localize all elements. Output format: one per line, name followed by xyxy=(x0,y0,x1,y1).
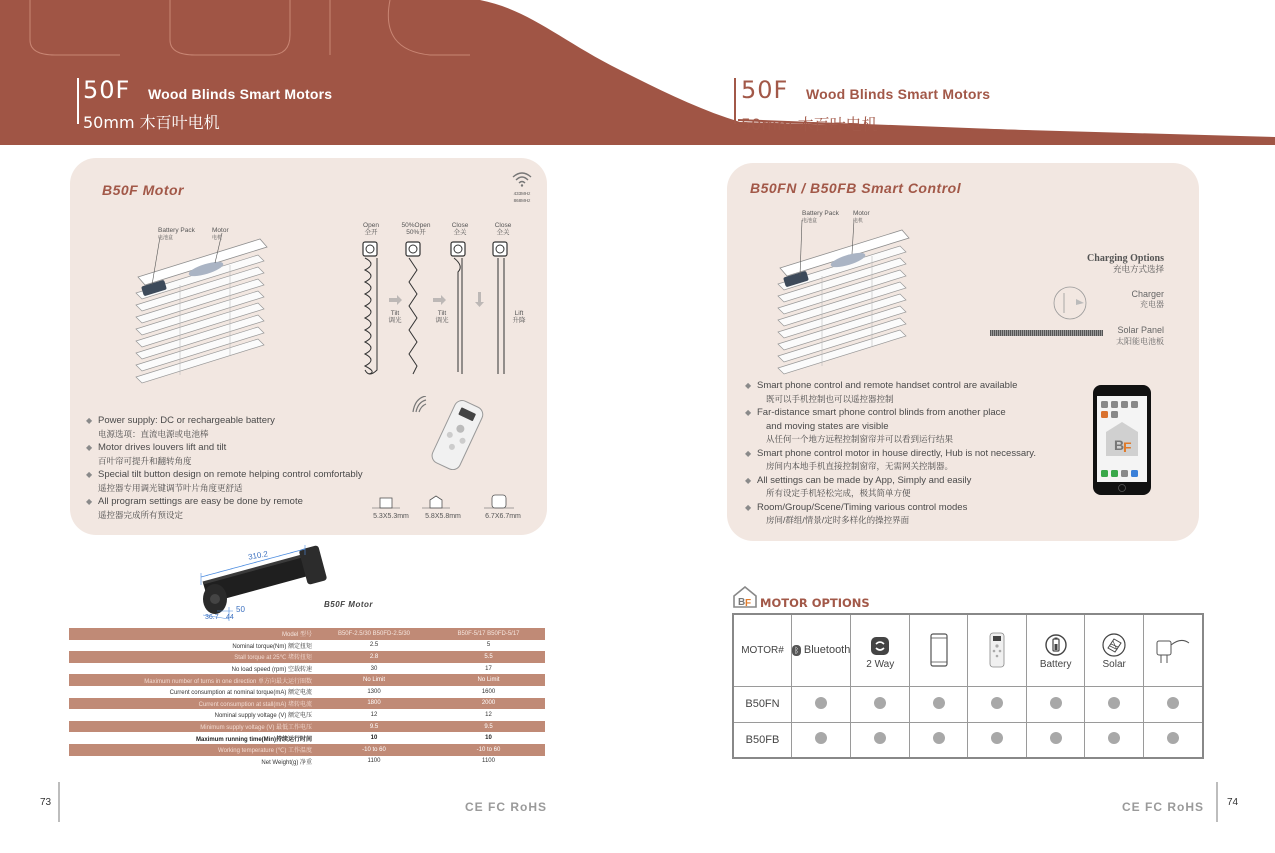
series-title-left: Wood Blinds Smart Motors xyxy=(148,86,333,102)
state-label-close-tilt: Close 全关 xyxy=(451,222,469,236)
spec-label: Net Weight(g) 净重 xyxy=(69,756,316,768)
spec-value: 10 xyxy=(316,732,432,744)
spec-label: Working temperature (℃) 工作温度 xyxy=(69,744,316,756)
smart-control-feature-list xyxy=(745,379,1090,528)
spec-value: 1100 xyxy=(432,756,545,768)
feature-item-cn: 所有设定手机轻松完成，极其简单方便 xyxy=(766,488,911,498)
available-dot xyxy=(1050,732,1062,744)
spec-label: Nominal supply voltage (V) 额定电压 xyxy=(69,709,316,721)
available-dot xyxy=(815,732,827,744)
spec-value: 10 xyxy=(432,732,545,744)
header-divider-right xyxy=(734,78,736,124)
bf-logo-icon xyxy=(732,586,758,608)
spec-label: No load speed (rpm) 空载转速 xyxy=(69,663,316,675)
shaft-sizes-diagram xyxy=(370,492,530,514)
spec-value: 30 xyxy=(316,663,432,675)
motor-caption: B50F Motor xyxy=(324,600,373,609)
charger-label-cn: 充电器 xyxy=(1140,300,1164,309)
options-header-plug xyxy=(1143,614,1203,686)
motor-options-table xyxy=(732,613,1204,759)
options-header-2way: 2 Way xyxy=(851,614,909,686)
options-cell xyxy=(1026,686,1084,722)
options-cell xyxy=(851,722,909,758)
svg-text:F: F xyxy=(745,598,752,608)
bluetooth-icon: ᛒ xyxy=(792,645,801,656)
spec-label: Current consumption at stall(mA) 堵转电流 xyxy=(69,698,316,710)
footer-divider-left xyxy=(58,782,60,822)
page-number-left: 73 xyxy=(40,797,52,808)
remote-icon xyxy=(989,632,1005,668)
series-title-right: Wood Blinds Smart Motors xyxy=(806,86,991,102)
spec-value: 1300 xyxy=(316,686,432,698)
motor-label-right: Motor 电机 xyxy=(853,210,870,224)
solar-panel-label: Solar Panel xyxy=(1117,325,1164,335)
spec-value: 9.5 xyxy=(316,721,432,733)
available-dot xyxy=(1108,732,1120,744)
blinds-diagram-right xyxy=(772,218,917,378)
remote-control-image xyxy=(412,396,492,470)
options-cell xyxy=(968,686,1026,722)
motor-length-dim: 310.2 xyxy=(247,549,269,562)
spec-row xyxy=(69,640,545,652)
motor-label-left: Motor 电机 xyxy=(212,227,229,241)
motor-options-title: MOTOR OPTIONS xyxy=(760,596,870,610)
motor-dim-44: 44 xyxy=(226,614,234,621)
spec-header-model: Model 型号 xyxy=(69,628,316,640)
options-header-solar: Solar xyxy=(1085,614,1143,686)
svg-text:F: F xyxy=(1123,439,1132,455)
options-header-bluetooth: ᛒ Bluetooth xyxy=(791,614,851,686)
feature-item-cn: 遥控器完成所有预设定 xyxy=(98,509,184,520)
available-dot xyxy=(1108,697,1120,709)
spec-value: 12 xyxy=(316,709,432,721)
series-mark-right: 50F xyxy=(741,76,789,104)
options-row xyxy=(733,686,1203,722)
spec-label: Maximum running time(Min)持续运行时间 xyxy=(69,732,316,744)
cert-marks-right: CE FC RoHS xyxy=(1122,800,1204,814)
available-dot xyxy=(874,697,886,709)
spec-label: Stall torque at 25℃ 堵转扭矩 xyxy=(69,651,316,663)
battery-pack-label-left: Battery Pack 电池盒 xyxy=(158,227,195,241)
options-cell xyxy=(1143,686,1203,722)
feature-item: ◆ Room/Group/Scene/Timing various control modes xyxy=(745,501,968,513)
state-label-open: Open 全开 xyxy=(363,222,379,236)
series-cn-right: 50mm 木百叶电机 xyxy=(741,115,878,134)
options-cell xyxy=(909,722,967,758)
b50f-card-title: B50F Motor xyxy=(102,182,184,198)
spec-value: 9.5 xyxy=(432,721,545,733)
svg-text:B: B xyxy=(738,597,746,608)
svg-text:B: B xyxy=(1114,437,1125,453)
motor-dim-36: 36.7 xyxy=(205,614,219,621)
feature-item-cn: 从任何一个地方远程控制窗帘并可以看到运行结果 xyxy=(766,434,954,444)
feature-item-cont: and moving states are visible xyxy=(766,420,889,432)
options-header-row xyxy=(733,614,1203,686)
available-dot xyxy=(933,732,945,744)
spec-value: 1600 xyxy=(432,686,545,698)
smartphone-app-image xyxy=(1092,384,1152,496)
spec-label: Maximum number of turns in one direction 单方向最大运行圈数 xyxy=(69,674,316,686)
spec-value: No Limit xyxy=(316,674,432,686)
charger-label: Charger xyxy=(1131,289,1164,299)
feature-item: ◆ All program settings are easy be done by remote xyxy=(86,496,303,507)
feature-item-cn: 百叶帘可提升和翻转角度 xyxy=(98,455,192,466)
spec-row xyxy=(69,744,545,756)
footer-divider-right xyxy=(1216,782,1218,822)
solar-panel-image xyxy=(990,330,1103,336)
available-dot xyxy=(1167,732,1179,744)
available-dot xyxy=(874,732,886,744)
options-header-motor: MOTOR# xyxy=(733,614,791,686)
spec-row xyxy=(69,663,545,675)
available-dot xyxy=(815,697,827,709)
spec-label: Nominal torque(Nm) 额定扭矩 xyxy=(69,640,316,652)
charging-options-title: Charging Options xyxy=(1087,253,1164,264)
available-dot xyxy=(1050,697,1062,709)
options-cell xyxy=(791,722,851,758)
wireless-icon xyxy=(511,171,533,187)
options-cell xyxy=(791,686,851,722)
options-cell xyxy=(1085,722,1143,758)
feature-item: ◆ Special tilt button design on remote helping control comfortably xyxy=(86,469,363,480)
spec-header-col2: B50F-5/17 B50FD-5/17 xyxy=(432,628,545,640)
available-dot xyxy=(991,697,1003,709)
state-label-close-lift: Close 全关 xyxy=(494,222,512,236)
smart-control-card-title: B50FN / B50FB Smart Control xyxy=(750,180,962,196)
options-header-battery: Battery xyxy=(1026,614,1084,686)
options-model: B50FB xyxy=(733,722,791,758)
spec-header-row xyxy=(69,628,545,640)
battery-pack-label-right: Battery Pack 电池盒 xyxy=(802,210,839,224)
wifi-label-868: 868MHz xyxy=(513,198,531,203)
available-dot xyxy=(933,697,945,709)
spec-row xyxy=(69,732,545,744)
blinds-diagram-left xyxy=(130,225,275,390)
feature-item-cn: 既可以手机控制也可以遥控器控制 xyxy=(766,393,894,404)
spec-value: 1100 xyxy=(316,756,432,768)
feature-item: ◆ Smart phone control motor in house directly, Hub is not necessary. xyxy=(745,447,1036,459)
state-label-50-open: 50%Open 50%开 xyxy=(401,222,431,236)
options-cell xyxy=(851,686,909,722)
charging-options-cn: 充电方式选择 xyxy=(1112,264,1164,274)
charger-icon xyxy=(1050,285,1090,321)
feature-item: ◆ Motor drives louvers lift and tilt xyxy=(86,442,227,453)
spec-value: -10 to 60 xyxy=(316,744,432,756)
solar-panel-label-cn: 太阳能电池板 xyxy=(1116,337,1164,346)
feature-item-cn: 电源选项：直流电源或电池棒 xyxy=(98,428,209,439)
options-cell xyxy=(1085,686,1143,722)
spec-row xyxy=(69,674,545,686)
spec-value: 2.5 xyxy=(316,640,432,652)
available-dot xyxy=(1167,697,1179,709)
options-cell xyxy=(1143,722,1203,758)
transition-tilt-2: Tilt 调光 xyxy=(435,310,449,324)
spec-row xyxy=(69,709,545,721)
transition-lift: Lift 升降 xyxy=(512,310,526,324)
spec-row xyxy=(69,698,545,710)
spec-row xyxy=(69,721,545,733)
b50f-feature-list xyxy=(86,414,406,522)
battery-icon xyxy=(1045,633,1067,657)
options-cell xyxy=(1026,722,1084,758)
page-number-right: 74 xyxy=(1227,797,1239,808)
options-model: B50FN xyxy=(733,686,791,722)
shaft-size-1: 5.3X5.3mm xyxy=(373,513,409,520)
header-divider-left xyxy=(77,78,79,124)
spec-value: 12 xyxy=(432,709,545,721)
feature-item: ◆ Power supply: DC or rechargeable battery xyxy=(86,415,275,426)
cert-marks-left: CE FC RoHS xyxy=(465,800,547,814)
feature-item: ◆ All settings can be made by App, Simply and easily xyxy=(745,474,972,486)
feature-item-cn: 房间内本地手机直接控制窗帘，无需网关控制器。 xyxy=(766,461,954,471)
spec-label: Current consumption at nominal torque(mA) 额定电流 xyxy=(69,686,316,698)
feature-item-cn: 房间/群组/情景/定时多样化的操控界面 xyxy=(766,515,910,525)
spec-value: 5.5 xyxy=(432,651,545,663)
options-header-app xyxy=(909,614,967,686)
plug-icon xyxy=(1153,633,1193,667)
options-row xyxy=(733,722,1203,758)
available-dot xyxy=(991,732,1003,744)
spec-value: -10 to 60 xyxy=(432,744,545,756)
options-cell xyxy=(909,686,967,722)
transition-tilt-1: Tilt 调光 xyxy=(388,310,402,324)
series-mark-left: 50F xyxy=(83,76,131,104)
spec-value: 1800 xyxy=(316,698,432,710)
spec-value: No Limit xyxy=(432,674,545,686)
options-header-remote xyxy=(968,614,1026,686)
spec-row xyxy=(69,686,545,698)
shaft-size-2: 5.8X5.8mm xyxy=(425,513,461,520)
spec-value: 17 xyxy=(432,663,545,675)
spec-label: Minimum supply voltage (V) 最低工作电压 xyxy=(69,721,316,733)
feature-item: ◆ Smart phone control and remote handset control are available xyxy=(745,380,1018,391)
spec-table xyxy=(69,628,545,767)
feature-item: ◆ Far-distance smart phone control blinds from another place xyxy=(745,407,1006,418)
spec-value: 2.8 xyxy=(316,651,432,663)
spec-value: 5 xyxy=(432,640,545,652)
spec-row xyxy=(69,756,545,768)
spec-value: 2000 xyxy=(432,698,545,710)
spec-row xyxy=(69,651,545,663)
two-way-icon xyxy=(869,635,891,657)
motor-dim-50: 50 xyxy=(236,605,245,614)
smartphone-icon xyxy=(930,633,948,667)
solar-icon xyxy=(1102,633,1126,657)
shaft-size-3: 6.7X6.7mm xyxy=(485,513,521,520)
spec-header-col1: B50F-2.5/30 B50FD-2.5/30 xyxy=(316,628,432,640)
series-cn-left: 50mm 木百叶电机 xyxy=(83,113,220,132)
options-cell xyxy=(968,722,1026,758)
wifi-label-433: 433MHz xyxy=(513,191,531,196)
feature-item-cn: 遥控器专用调光键调节叶片角度更舒适 xyxy=(98,482,243,493)
